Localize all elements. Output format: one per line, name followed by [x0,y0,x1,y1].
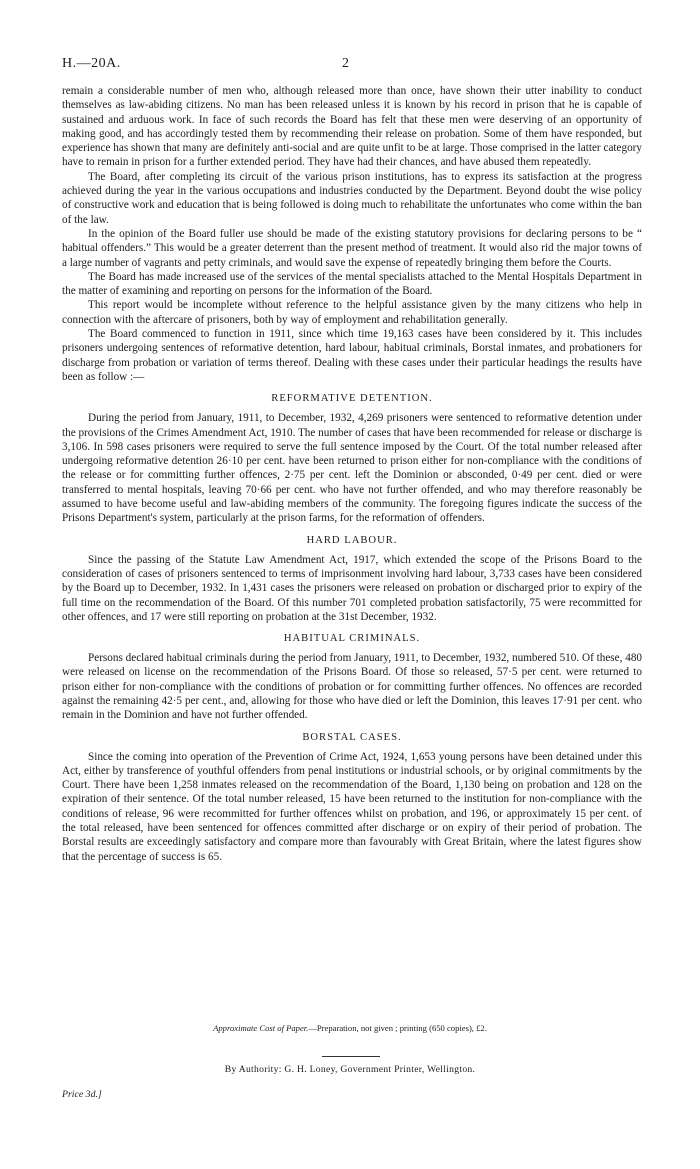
paragraph-borstal-cases: Since the coming into operation of the Prevention of Crime Act, 1924, 1,653 young persons have been detained under this Act, either by transference of youthful offenders from penal institutions or industrial schools, or by original commitments by the Court. There have been 1,258 inmates released on the recommendation of the Board, 1,130 being on probation and 128 on the expiration of their sentence. Of the total number released, 15 have been returned to the institution for non-compliance with the conditions of release, 96 were recommitted for further offences whilst on probation, and 196, or approximately 15 per cent. of the total released, have been sentenced for offences committed after discharge or on expiry of their period of probation. The Borstal results are exceedingly satisfactory and compare more than favourably with Great Britain, where the latest figures show that the percentage of success is 65. [62,750,642,863]
heading-hard-labour: HARD LABOUR. [306,534,398,546]
cost-label: Approximate Cost of Paper. [213,1023,309,1033]
heading-habitual-criminals: HABITUAL CRIMINALS. [283,633,421,645]
paragraph-habitual-criminals: Persons declared habitual criminals during the period from January, 1911, to December, 1932, numbered 510. Of these, 480 were released on license on the recommendation of the Prisons Board. Of those so released, 57·5 per cent. were returned to prison either for non-compliance with the conditions of probation or for committing further offences. No offences are recorded against the remaining 42·5 per cent., and, allowing for those who have died or left the Dominion, this leaves 17·91 per cent. who remain in the Dominion and have not further offended. [62,652,642,722]
paragraph-aftercare: This report would be incomplete without reference to the helpful assistance given by the many citizens who help in connection with the aftercare of prisoners, both by way of employment and rehabilitation generally. [62,299,642,326]
cost-of-paper-note [0,1023,700,1033]
heading-borstal-cases: BORSTAL CASES. [302,731,402,743]
paragraph-board-circuit: The Board, after completing its circuit of the various prison institutions, has to express its satisfaction at the progress achieved during the year in the various occupations and industries conducted by the Department. Beyond doubt the wise policy of constructive work and education that is being followed is doing much to rehabilitate the unfortunates who come within the ban of the law. [62,170,642,226]
footer-divider [322,1056,380,1057]
paragraph-mental-specialists: The Board has made increased use of the services of the mental specialists attached to the Mental Hospitals Department in the matter of examining and reporting on persons for the information of the Board. [62,270,642,298]
paragraph-board-commenced: The Board commenced to function in 1911, since which time 19,163 cases have been considered by it. This includes prisoners undergoing sentences of reformative detention, hard labour, habitual criminals, Borstal inmates, and probationers for discharge from probation or variation of terms thereof. Dealing with these cases under their particular headings the results have been as follow :— [62,328,642,383]
page-number: 2 [342,56,349,71]
document-reference: H.—20A. [62,56,121,71]
paragraph-habitual-offenders: In the opinion of the Board fuller use should be made of the existing statutory provisions for declaring persons to be “ habitual offenders.” This would be a greater deterrent than the present method of treatment. It would also rid the major towns of a large number of vagrants and petty criminals, and would save the expense of repeatedly bringing them before the Courts. [62,227,642,269]
printer-authority: By Authority: G. H. Loney, Government Printer, Wellington. [224,1064,476,1075]
paragraph-continuation: remain a considerable number of men who, although released more than once, have shown their utter inability to conduct themselves as law-abiding citizens. No man has been released unless it is known by his record in prison that he is capable of sustained and arduous work. In face of such records the Board has felt that these men were deserving of an opportunity of making good, and has accordingly tested them by recommending their release on probation. Some of them have responded, but experience has shown that many are definitely anti-social and are quite unfit to be at large. Those comprised in the latter category have to remain in prison for a further extended period. They have had their chances, and have abused them repeatedly. [62,85,642,169]
heading-reformative-detention: REFORMATIVE DETENTION. [271,393,433,405]
price-note: Price 3d.] [62,1089,102,1100]
paragraph-reformative-detention: During the period from January, 1911, to December, 1932, 4,269 prisoners were sentenced to reformative detention under the provisions of the Crimes Amendment Act, 1910. The number of cases that have been recommended for release or discharge is 3,106. In 598 cases prisoners were required to serve the full sentence imposed by the Court. Of the total number released after undergoing reformative detention 26·10 per cent. have been returned to prison either for non-compliance with the conditions of the release or for committing further offences, 2·75 per cent. left the Dominion or absconded, 0·49 per cent. died or were transferred to mental hospitals, leaving 70·66 per cent. who have not further offended, and who may therefore reasonably be assumed to have become useful and law-abiding members of the community. The foregoing figures indicate the success of the Prisons Department's system, particularly at the prison farms, for the reformation of offenders. [62,412,642,525]
cost-text: —Preparation, not given ; printing (650 copies), £2. [308,1023,487,1033]
document-body [62,84,642,864]
paragraph-hard-labour: Since the passing of the Statute Law Amendment Act, 1917, which extended the scope of the Prisons Board to the consideration of cases of prisoners sentenced to terms of imprisonment involving hard labour, 3,733 cases have been considered by the Board up to December, 1932. In 1,431 cases the prisoners were released on probation or discharged prior to expiry of the full time on the recommendation of the Board. Of this number 701 completed probation satisfactorily, 75 were recommitted for other offences, and 17 were still reporting on probation at the 31st December, 1932. [62,553,642,623]
